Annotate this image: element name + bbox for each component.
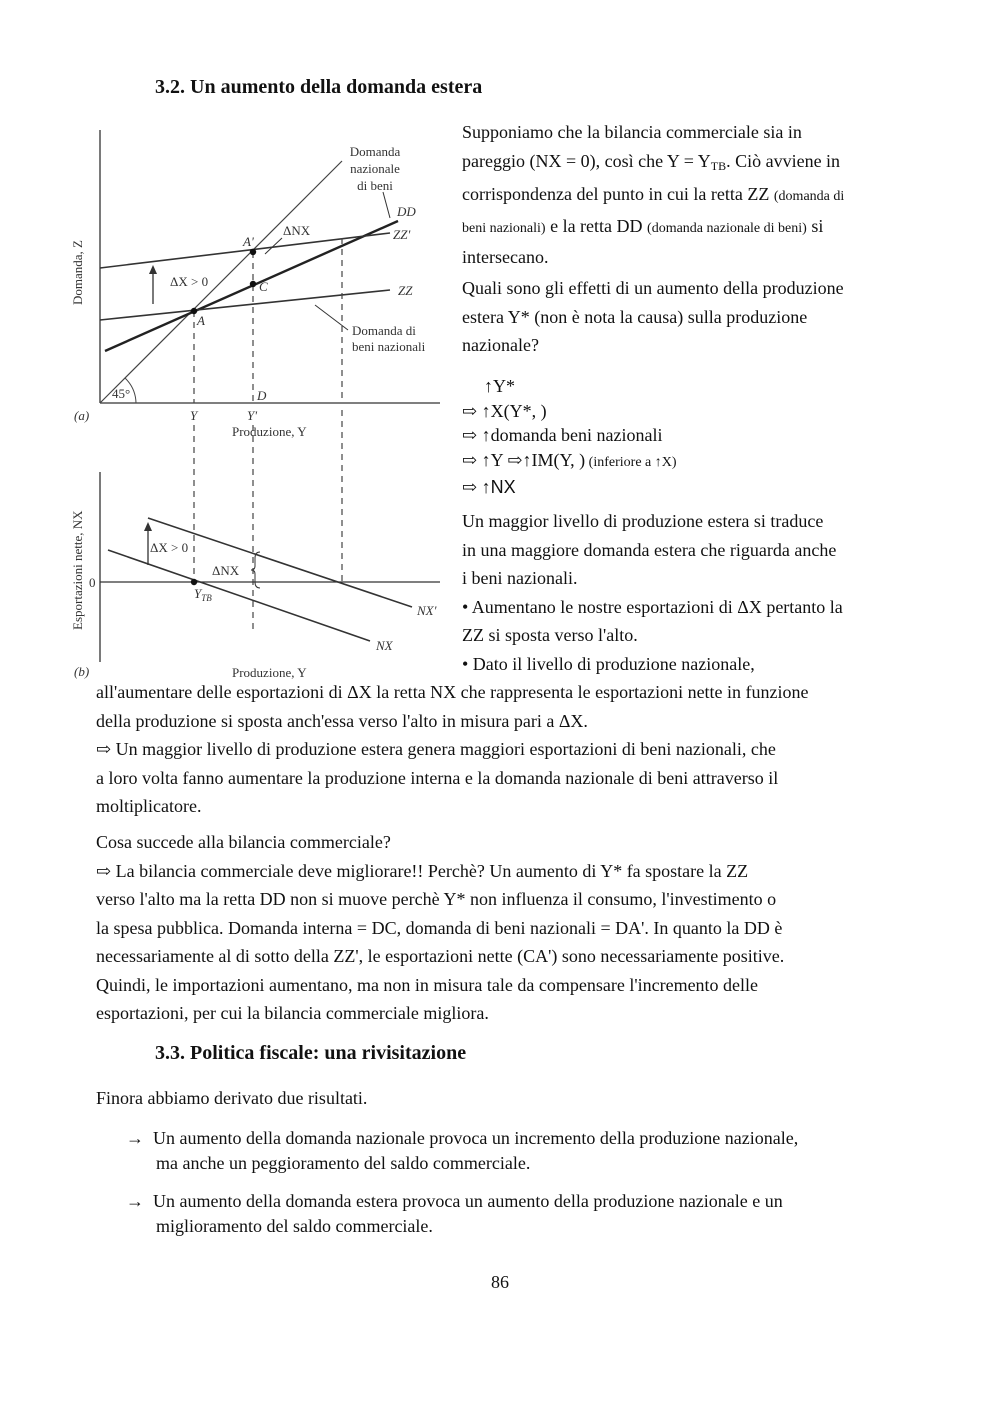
paragraph-domanda-estera: Un maggior livello di produzione estera si traduce in una maggiore domanda estera che riguarda anche i beni nazionali. • Aumentano le nostre esportazioni di ΔX pertanto la ZZ si sposta verso l'alto. • Dato il livello di produzione nazionale, — [462, 511, 843, 674]
label-A-prime: A' — [243, 234, 254, 249]
paragraph-bilancia: Cosa succede alla bilancia commerciale? ⇨ La bilancia commerciale deve migliorare!! Perchè? Un aumento di Y* fa spostare la ZZ verso l'alto ma la retta DD non si muove perchè Y* non influenza il consumo, l'investimento o la spesa pubblica. Domanda interna = DC, domanda di beni nazionali = DA'. In quanto la DD è necessariamente al di sotto della ZZ', le esportazioni nette (CA') sono necessariamente positive. Quindi, le importazioni aumentano, ma non in misura tale da compensare l'incremento delle esportazioni, per cui la bilancia commerciale migliora. — [96, 832, 785, 1023]
arrow-icon: → — [126, 1191, 144, 1211]
economic-figure — [60, 120, 450, 685]
page-number: 86 — [491, 1272, 509, 1292]
panel-a-label: (a) — [74, 408, 90, 423]
label-NX-prime: NX' — [417, 603, 437, 618]
label-domanda-nazionale-2: nazionale — [350, 161, 400, 176]
line-NX-prime — [148, 518, 412, 607]
bottom-y-axis-label: Esportazioni nette, NX — [70, 510, 85, 630]
causal-chain: ↑Y* ⇨ ↑X(Y*, ) ⇨ ↑domanda beni nazionali ⇨ ↑Y ⇨↑IM(Y, ) (inferiore a ↑X) ⇨ ↑NX — [462, 376, 677, 497]
label-delta-X-bottom: ΔX > 0 — [150, 540, 189, 555]
label-A: A — [197, 313, 205, 328]
label-DD: DD — [397, 204, 416, 219]
panel-b-label: (b) — [74, 664, 90, 679]
question-paragraph: Quali sono gli effetti di un aumento della produzione estera Y* (non è nota la causa) sulla produzione nazionale? — [462, 278, 844, 355]
label-D: D — [257, 388, 267, 403]
label-YTB: $Y_{TB}$ — [194, 586, 212, 603]
label-domanda-beni-nazionali-2: beni nazionali — [352, 339, 426, 354]
result-item-1: → Un aumento della domanda nazionale provoca un incremento della produzione nazionale, ma anche un peggioramento del saldo commerciale. — [126, 1128, 799, 1173]
label-ZZ-prime: ZZ' — [393, 227, 411, 242]
top-y-axis-label: Domanda, Z — [70, 240, 85, 305]
result-item-2: → Un aumento della domanda estera provoca un aumento della produzione nazionale e un miglioramento del saldo commerciale. — [126, 1191, 783, 1236]
paragraph-continuation: all'aumentare delle esportazioni di ΔX la retta NX che rappresenta le esportazioni nette in funzione della produzione si sposta anch'essa verso l'alto in misura pari a ΔX. ⇨ Un maggior livello di produzione estera genera maggiori esportazioni di beni nazionali, che a loro volta fanno aumentare la produzione interna e la domanda nazionale di beni attraverso il moltiplicatore. — [96, 682, 809, 816]
line-ZZ — [100, 290, 390, 320]
label-C: C — [259, 279, 268, 294]
label-ZZ: ZZ — [398, 283, 413, 298]
top-x-axis-label: Produzione, Y — [232, 424, 307, 439]
label-domanda-beni-nazionali-1: Domanda di — [352, 323, 416, 338]
label-Y-prime: Y' — [247, 408, 258, 423]
bottom-x-axis-label: Produzione, Y — [232, 665, 307, 680]
label-zero: 0 — [89, 575, 96, 590]
label-Y: Y — [190, 408, 198, 423]
label-NX: NX — [376, 638, 393, 653]
label-delta-NX-bottom: ΔNX — [212, 563, 240, 578]
arrow-icon: → — [126, 1128, 144, 1148]
point-YTB — [191, 579, 197, 585]
label-domanda-nazionale-3: di beni — [357, 178, 393, 193]
label-45-degree: 45° — [112, 386, 131, 401]
line-45-degree — [100, 161, 342, 403]
point-C — [250, 281, 256, 287]
label-delta-X-top: ΔX > 0 — [170, 274, 209, 289]
label-delta-NX-top: ΔNX — [283, 223, 311, 238]
point-A-prime — [250, 249, 256, 255]
section-3-3-intro: Finora abbiamo derivato due risultati. — [96, 1088, 368, 1108]
section-title-3-2: 3.2. Un aumento della domanda estera — [155, 76, 483, 98]
intro-paragraph: Supponiamo che la bilancia commerciale sia in pareggio (NX = 0), così che $Y = Y_{TB}$. Ciò avviene in corrispondenza del punto in cui la retta ZZ (domanda di beni nazionali) e la retta DD (domanda nazionale di beni) si intersecano. — [462, 122, 845, 267]
section-title-3-3: 3.3. Politica fiscale: una rivisitazione — [155, 1042, 467, 1064]
label-domanda-nazionale-1: Domanda — [349, 144, 401, 159]
